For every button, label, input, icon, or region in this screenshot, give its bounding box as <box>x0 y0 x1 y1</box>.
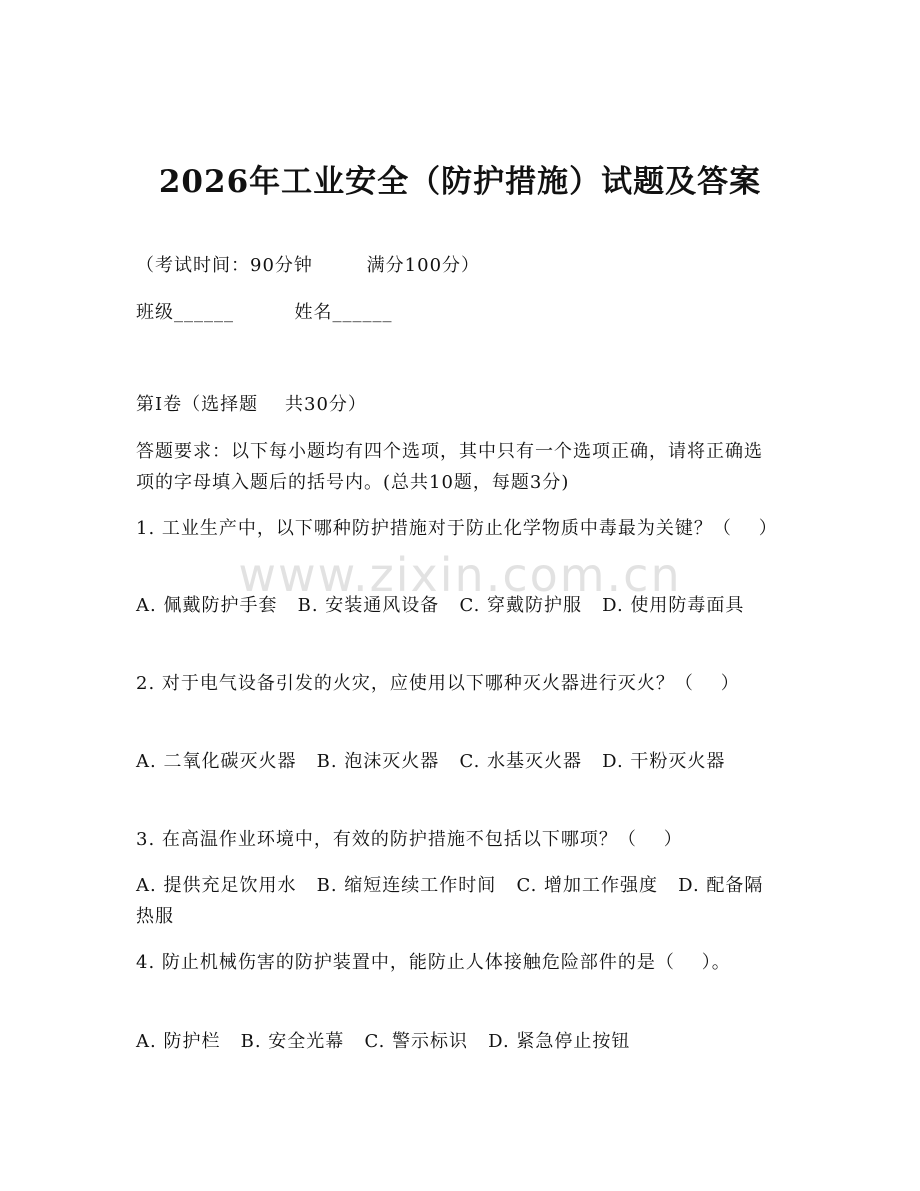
question-stem: 2. 对于电气设备引发的火灾，应使用以下哪种灭火器进行灭火？（ ） <box>136 673 740 694</box>
question-stem: 3. 在高温作业环境中，有效的防护措施不包括以下哪项？（ ） <box>136 829 683 850</box>
section-title: 第I卷（选择题 共30分） <box>136 394 367 415</box>
instructions: 答题要求：以下每小题均有四个选项，其中只有一个选项正确，请将正确选项的字母填入题后的括号内。(总共10题，每题3分) <box>136 441 763 493</box>
question-stem: 1. 工业生产中，以下哪种防护措施对于防止化学物质中毒最为关键？（ ） <box>136 518 778 539</box>
question-options: A. 提供充足饮用水 B. 缩短连续工作时间 C. 增加工作强度 D. 配备隔热服 <box>136 875 764 927</box>
watermark: www.zixin.com.cn <box>238 548 682 602</box>
question-options: A. 防护栏 B. 安全光幕 C. 警示标识 D. 紧急停止按钮 <box>136 1031 631 1052</box>
question-options: A. 佩戴防护手套 B. 安装通风设备 C. 穿戴防护服 D. 使用防毒面具 <box>136 595 745 616</box>
exam-info: （考试时间：90分钟 满分100分） <box>136 255 481 276</box>
question-options: A. 二氧化碳灭火器 B. 泡沫灭火器 C. 水基灭火器 D. 干粉灭火器 <box>136 751 726 772</box>
question-stem: 4. 防止机械伤害的防护装置中，能防止人体接触危险部件的是（ ）。 <box>136 952 731 973</box>
class-name-line: 班级______ 姓名______ <box>136 302 393 323</box>
page-title: 2026年工业安全（防护措施）试题及答案 <box>158 164 762 200</box>
